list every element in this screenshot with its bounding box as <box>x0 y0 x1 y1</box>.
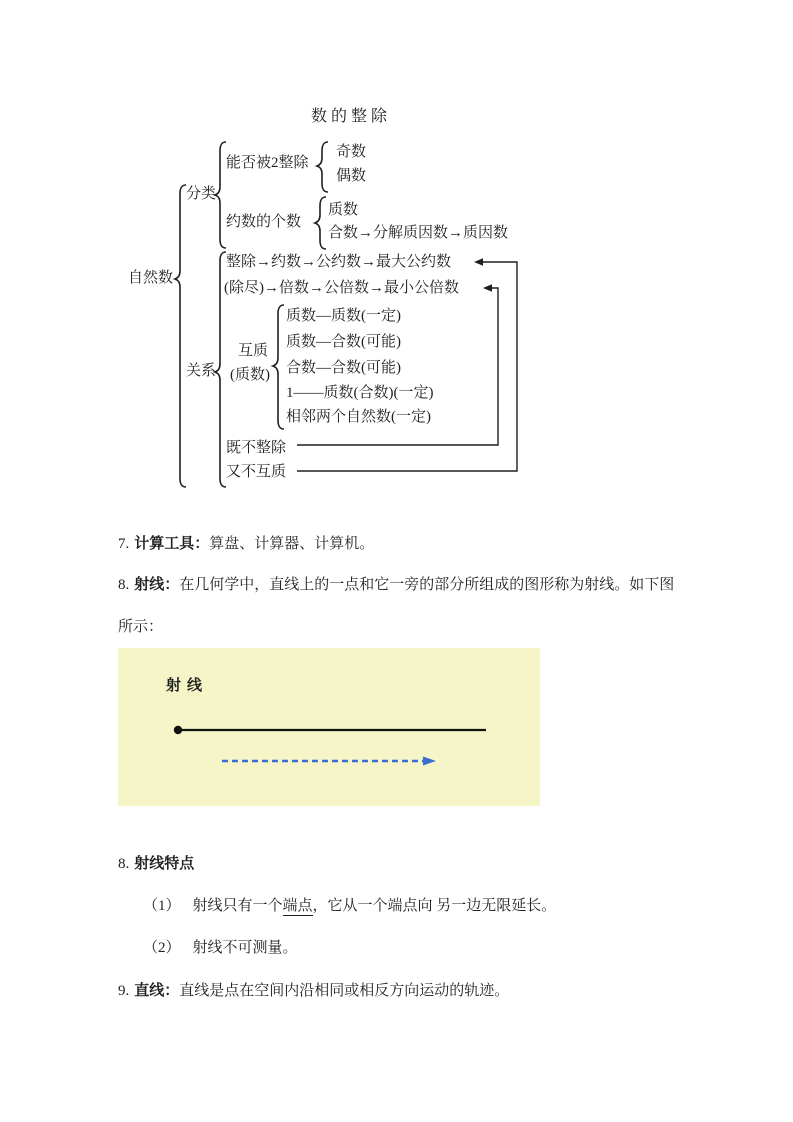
node-coprime-case: 合数—合数(可能) <box>286 360 401 376</box>
node-root: 自然数 <box>128 270 174 286</box>
item-number: 8. <box>118 856 130 872</box>
item-8-ray-continuation <box>118 619 163 635</box>
ray-figure <box>118 648 540 806</box>
sub-point-1 <box>143 898 556 914</box>
item-8-ray <box>118 577 674 593</box>
item-text: 算盘、计算器、计算机。 <box>209 536 375 552</box>
sub-point-2 <box>143 940 298 956</box>
item-7-calc-tools <box>118 536 374 552</box>
sub-point-text: ，它从一个端点向 另一边无限延长。 <box>312 898 557 914</box>
sub-point-marker: （2） <box>143 940 181 956</box>
item-label: 射线： <box>134 577 180 593</box>
item-text: 所示： <box>118 619 164 635</box>
node-odd: 奇数 <box>336 144 367 160</box>
item-label: 直线： <box>134 983 180 999</box>
item-label: 射线特点 <box>134 856 195 872</box>
node-coprime-case: 质数—质数(一定) <box>286 308 401 324</box>
node-gcd-chain: 整除→约数→公约数→最大公约数 <box>226 254 452 270</box>
node-coprime-sub: (质数) <box>230 367 270 383</box>
item-text: 在几何学中，直线上的一点和它一旁的部分所组成的图形称为射线。如下图 <box>179 577 675 593</box>
arrowhead-lcm-icon <box>483 284 492 292</box>
doc-title: 数的整除 <box>311 108 392 125</box>
sub-point-text: 射线只有一个 <box>192 898 283 914</box>
item-number: 8. <box>118 577 130 593</box>
item-text: 直线是点在空间内沿相同或相反方向运动的轨迹。 <box>179 983 510 999</box>
brace-divisible-by-2-icon <box>317 142 328 192</box>
node-composite-chain: 合数→分解质因数→质因数 <box>328 225 509 241</box>
node-classify: 分类 <box>186 186 217 202</box>
item-label: 计算工具： <box>134 536 210 552</box>
ray-figure-label: 射线 <box>166 678 209 694</box>
node-nor-coprime: 又不互质 <box>226 464 287 480</box>
item-number: 9. <box>118 983 130 999</box>
item-9-line <box>118 983 509 999</box>
node-coprime: 互质 <box>238 343 269 359</box>
node-coprime-case: 质数—合数(可能) <box>286 334 401 350</box>
item-number: 7. <box>118 536 130 552</box>
node-neither-divisible: 既不整除 <box>226 440 287 456</box>
brace-coprime-icon <box>273 305 284 429</box>
node-relation: 关系 <box>186 363 217 379</box>
arrowhead-gcd-icon <box>474 258 483 266</box>
brace-classify-icon <box>215 142 226 248</box>
node-prime: 质数 <box>328 202 359 218</box>
node-lcm-chain: (除尽)→倍数→公倍数→最小公倍数 <box>224 280 459 296</box>
item-8-ray-features <box>118 856 194 872</box>
sub-point-marker: （1） <box>143 898 181 914</box>
brace-root-icon <box>175 185 186 487</box>
brace-divisor-count-icon <box>315 197 326 249</box>
node-coprime-case: 相邻两个自然数(一定) <box>286 409 431 425</box>
node-coprime-case: 1——质数(合数)(一定) <box>286 385 434 401</box>
node-divisor-count: 约数的个数 <box>226 214 302 230</box>
sub-point-text: 射线不可测量。 <box>192 940 298 956</box>
node-divisible-by-2: 能否被2整除 <box>226 155 309 171</box>
underlined-term: 端点 <box>282 898 313 914</box>
node-even: 偶数 <box>336 168 367 184</box>
